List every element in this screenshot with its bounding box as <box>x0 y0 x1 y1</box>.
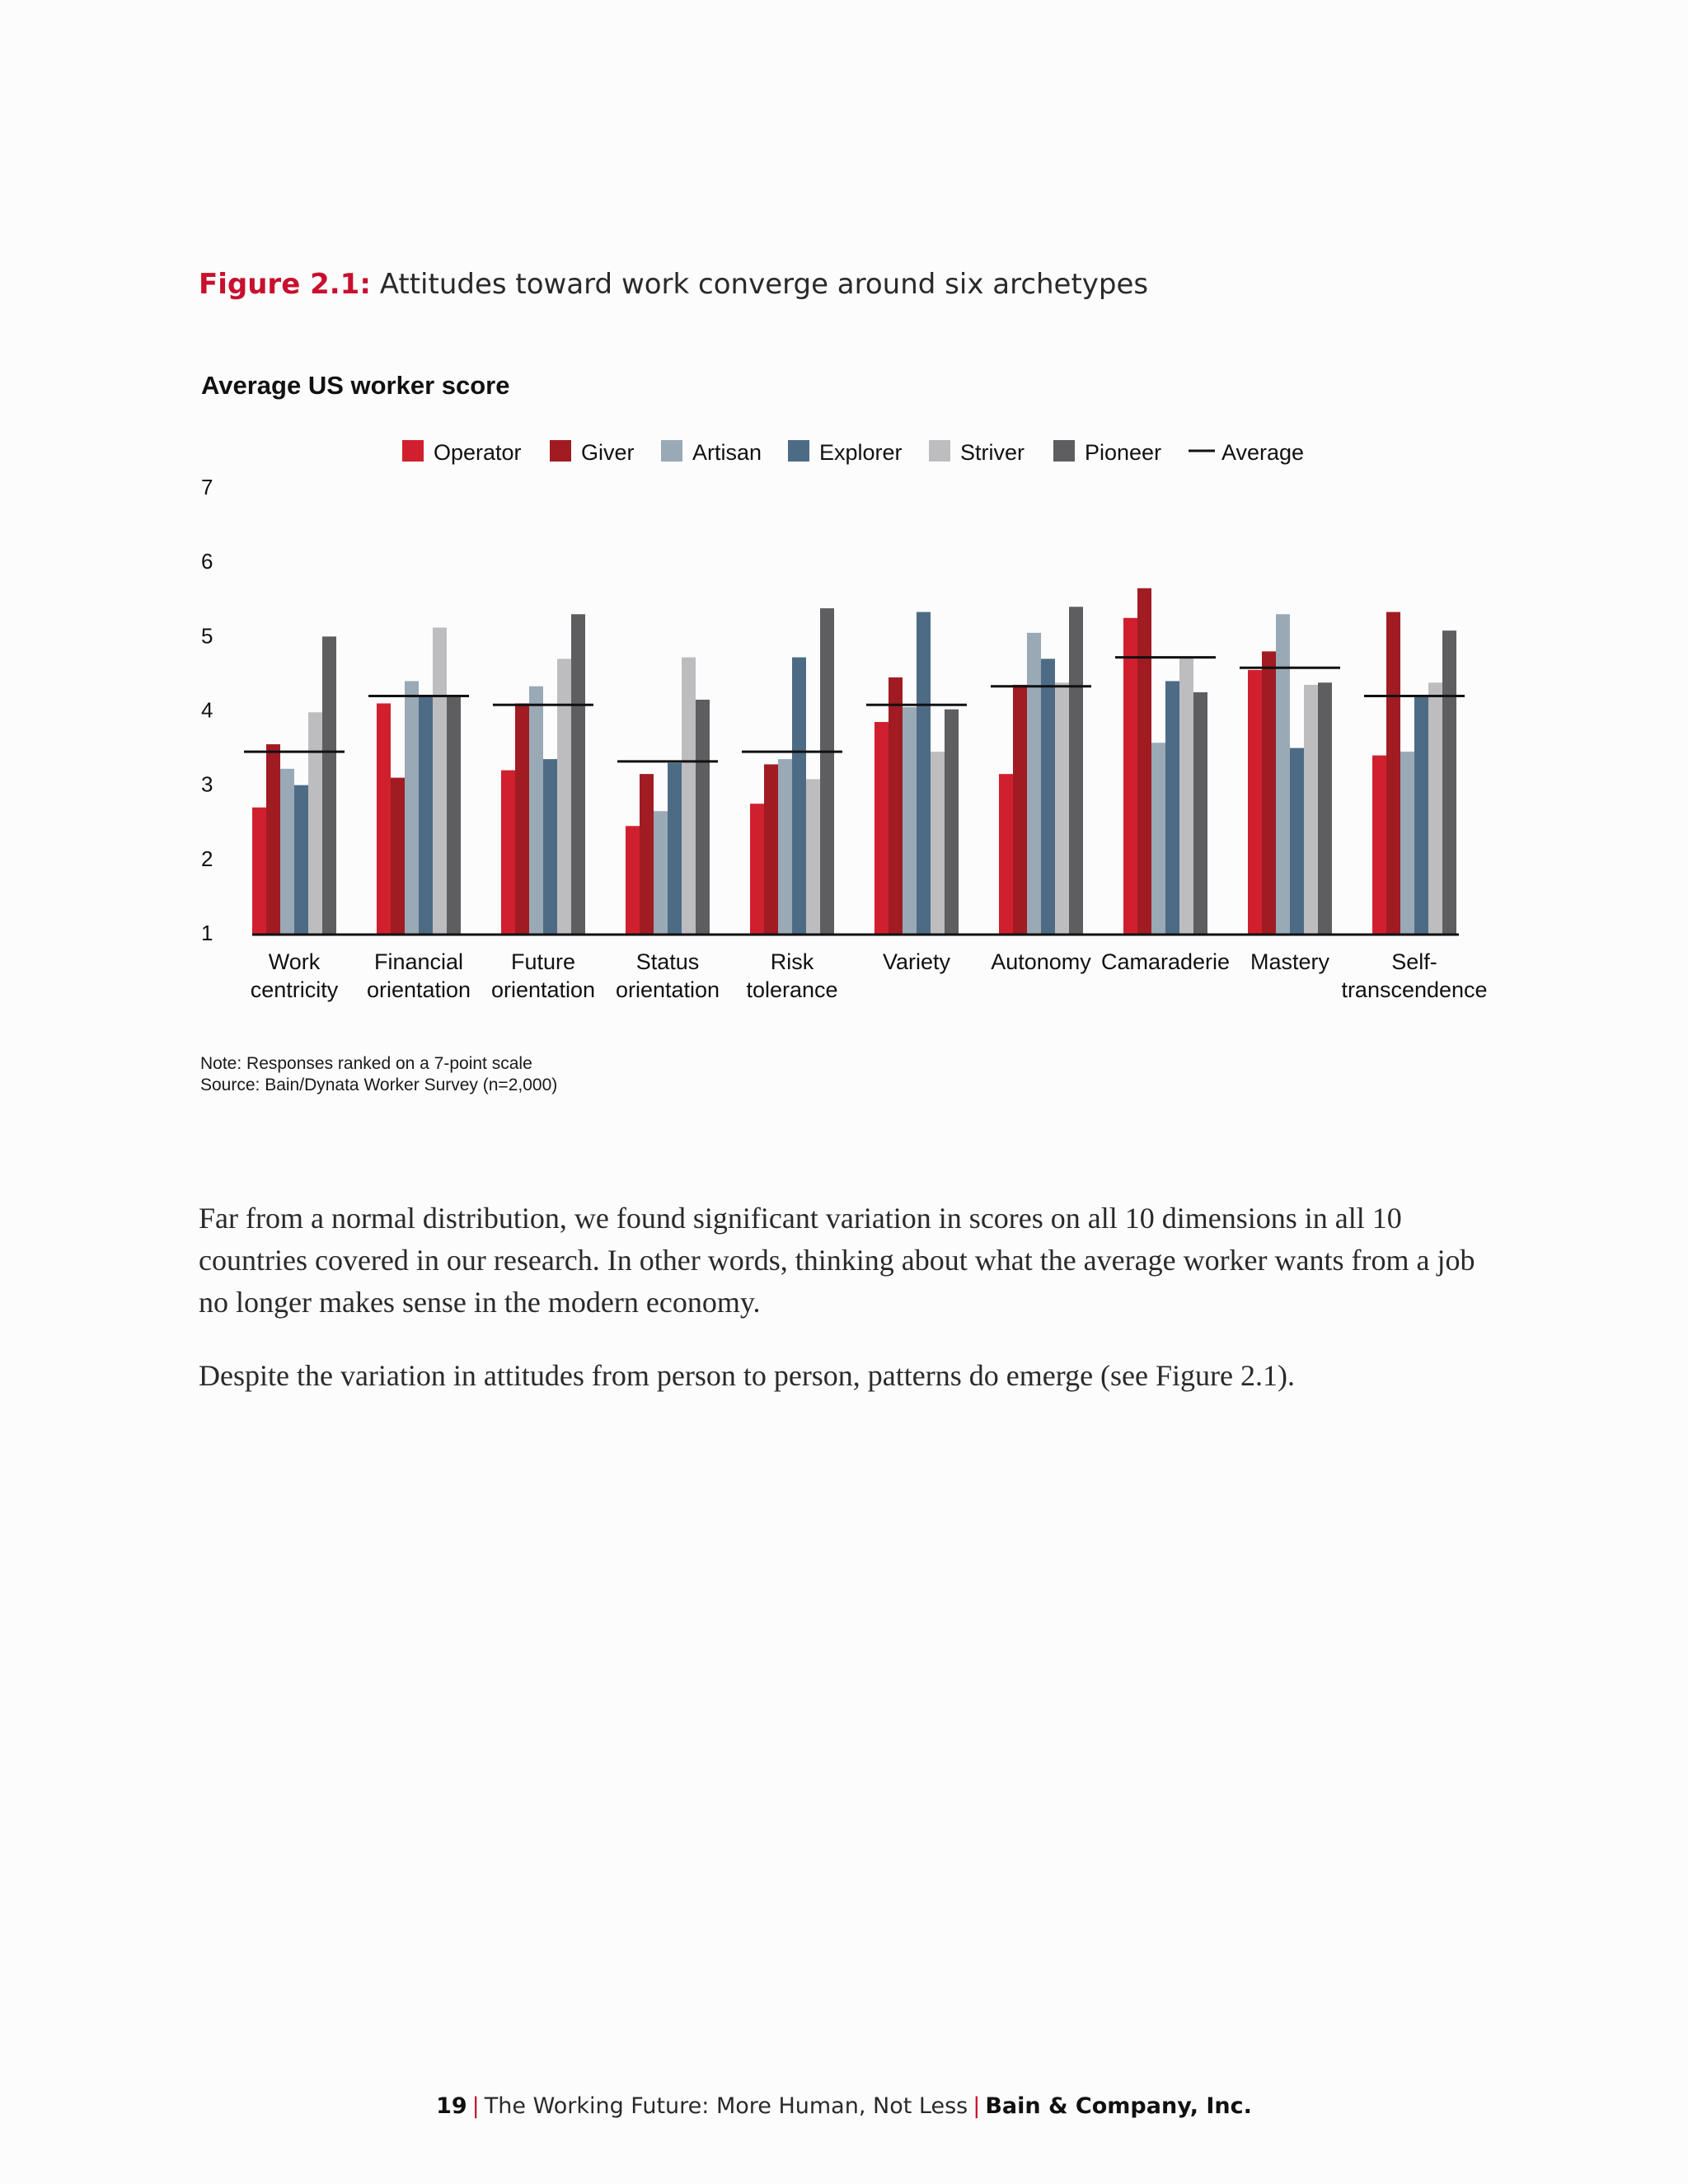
page-number: 19 <box>436 2093 467 2119</box>
bar-operator <box>1248 670 1262 934</box>
bar-explorer <box>1041 658 1055 934</box>
chart-note: Note: Responses ranked on a 7-point scale <box>200 1054 532 1073</box>
bar-explorer <box>294 785 308 934</box>
figure-label: Figure 2.1: <box>199 268 371 301</box>
bar-pioneer <box>1069 607 1083 934</box>
legend-swatch-artisan <box>661 440 682 462</box>
x-tick-label: Self- <box>1391 949 1437 974</box>
bar-operator <box>874 722 889 934</box>
bar-striver <box>931 752 945 934</box>
bar-artisan <box>1400 752 1414 934</box>
bar-giver <box>1262 651 1276 934</box>
bar-operator <box>626 826 640 934</box>
x-tick-label: Autonomy <box>991 949 1091 974</box>
bar-giver <box>764 764 778 934</box>
bar-pioneer <box>945 710 959 934</box>
bar-giver <box>1386 612 1400 934</box>
bar-explorer <box>1165 681 1179 934</box>
figure-title-text: Attitudes toward work converge around six archetypes <box>379 268 1149 301</box>
legend-swatch-explorer <box>788 440 809 462</box>
x-tick-label: orientation <box>615 977 720 1002</box>
legend-label-artisan: Artisan <box>692 440 762 465</box>
bar-giver <box>640 774 654 934</box>
x-tick-label: Camaraderie <box>1100 949 1231 974</box>
bar-pioneer <box>322 636 336 934</box>
bar-explorer <box>419 696 433 934</box>
legend-label-striver: Striver <box>960 440 1025 465</box>
bar-artisan <box>405 681 419 934</box>
bar-artisan <box>903 707 917 934</box>
body-text <box>199 1197 1501 1428</box>
legend-label-explorer: Explorer <box>819 440 903 465</box>
x-tick-label: Variety <box>882 949 951 974</box>
x-tick-label: Financial <box>373 949 464 974</box>
y-tick-label: 6 <box>201 549 213 574</box>
x-tick-label: orientation <box>366 977 471 1002</box>
bar-pioneer <box>571 614 585 934</box>
bar-artisan <box>1027 633 1041 934</box>
bar-operator <box>501 771 515 934</box>
bar-giver <box>889 677 903 934</box>
bar-striver <box>1179 658 1193 934</box>
bar-striver <box>433 628 447 934</box>
x-tick-label: transcendence <box>1341 977 1488 1002</box>
chart-notes <box>200 1053 557 1096</box>
x-tick-label: Mastery <box>1250 949 1330 974</box>
bar-giver <box>266 744 280 934</box>
bar-operator <box>377 703 391 934</box>
y-tick-label: 7 <box>201 475 213 499</box>
legend-label-pioneer: Pioneer <box>1085 440 1162 465</box>
footer-separator: | <box>973 2093 981 2119</box>
bar-pioneer <box>447 696 461 934</box>
page-footer <box>0 2093 1688 2119</box>
bar-operator <box>750 804 764 934</box>
bar-artisan <box>1151 743 1165 934</box>
legend-swatch-striver <box>929 440 950 462</box>
bar-striver <box>806 779 820 934</box>
bar-explorer <box>917 612 931 934</box>
y-tick-label: 2 <box>201 846 213 871</box>
bar-pioneer <box>1193 692 1207 934</box>
bar-giver <box>515 703 529 934</box>
bar-striver <box>1428 682 1442 934</box>
bar-striver <box>557 658 571 934</box>
bar-giver <box>1013 685 1027 934</box>
bar-explorer <box>1414 696 1428 934</box>
x-tick-label: centricity <box>250 977 339 1002</box>
y-tick-label: 1 <box>201 921 213 945</box>
bar-artisan <box>529 687 543 934</box>
x-tick-label: tolerance <box>746 977 838 1002</box>
bar-artisan <box>654 811 668 934</box>
legend-label-operator: Operator <box>434 440 522 465</box>
bar-striver <box>1304 685 1318 934</box>
bar-chart <box>0 0 1688 1030</box>
y-tick-label: 3 <box>201 771 213 797</box>
footer-separator: | <box>471 2093 480 2119</box>
legend-label-giver: Giver <box>581 440 635 465</box>
legend-label-average: Average <box>1221 440 1305 465</box>
x-tick-label: Future <box>510 949 576 974</box>
footer-company: Bain & Company, Inc. <box>985 2093 1252 2119</box>
bar-striver <box>682 658 696 934</box>
bar-explorer <box>1290 748 1304 934</box>
x-tick-label: orientation <box>490 977 596 1002</box>
x-tick-label: Work <box>268 949 321 974</box>
bar-pioneer <box>1442 630 1456 934</box>
legend-swatch-giver <box>550 440 571 462</box>
bar-operator <box>999 774 1013 934</box>
bar-pioneer <box>820 608 834 934</box>
legend-swatch-pioneer <box>1053 440 1075 462</box>
bar-pioneer <box>696 700 710 934</box>
bar-explorer <box>792 658 806 934</box>
bar-giver <box>391 778 405 934</box>
bar-explorer <box>543 759 557 934</box>
bar-pioneer <box>1318 682 1332 934</box>
x-tick-label: Status <box>635 949 700 974</box>
bar-striver <box>308 712 322 934</box>
footer-publication: The Working Future: More Human, Not Less <box>484 2093 968 2119</box>
legend-swatch-operator <box>402 440 424 462</box>
bar-giver <box>1137 588 1151 934</box>
bar-explorer <box>668 763 682 934</box>
body-paragraph: Despite the variation in attitudes from person to person, patterns do emerge (see Figure 2.1). <box>199 1359 1295 1392</box>
bar-striver <box>1055 682 1069 934</box>
bar-operator <box>1372 756 1386 934</box>
chart-source: Source: Bain/Dynata Worker Survey (n=2,000) <box>200 1076 558 1094</box>
chart-title: Average US worker score <box>201 371 510 400</box>
bar-operator <box>1123 618 1137 934</box>
body-paragraph: Far from a normal distribution, we found significant variation in scores on all 10 dimensions in all 10 countries covered in our research. In other words, thinking about what the average worker wants from a job no longer makes sense in the modern economy. <box>199 1202 1475 1319</box>
bar-artisan <box>1276 614 1290 934</box>
bar-artisan <box>778 759 792 934</box>
bar-operator <box>252 808 266 934</box>
x-tick-label: Risk <box>770 949 814 974</box>
bar-artisan <box>280 769 294 934</box>
y-tick-label: 5 <box>201 623 213 649</box>
y-tick-label: 4 <box>201 697 213 723</box>
